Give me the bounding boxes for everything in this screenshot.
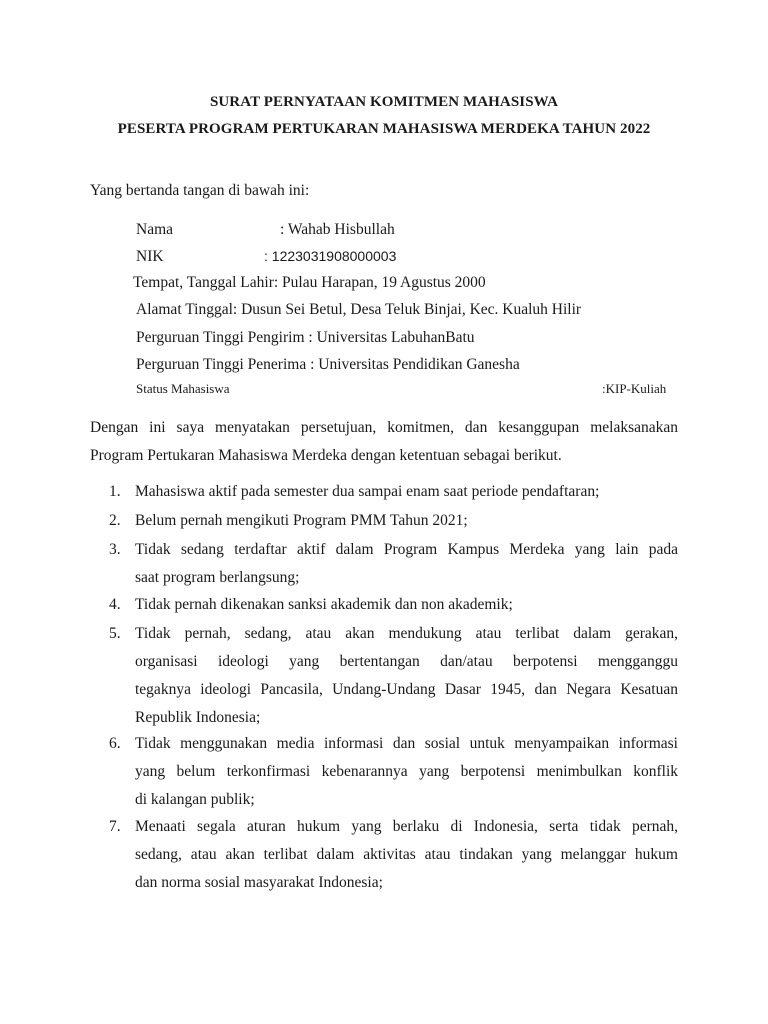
- list-item-line: Tidak pernah, sedang, atau akan mendukung atau terlibat dalam gerakan,: [135, 625, 678, 642]
- list-item-line: di kalangan publik;: [135, 791, 255, 808]
- list-item-line: sedang, atau akan terlibat dalam aktivitas atau tindakan yang melanggar hukum: [135, 846, 678, 863]
- document-title-line-1: SURAT PERNYATAAN KOMITMEN MAHASISWA: [209, 94, 559, 110]
- list-item-number: 6.: [109, 735, 121, 752]
- list-item-text: [135, 536, 678, 592]
- list-item-text: [135, 730, 678, 814]
- document-title-line-2: PESERTA PROGRAM PERTUKARAN MAHASISWA MERDEKA TAHUN 2022: [117, 121, 651, 137]
- list-item: [90, 536, 678, 592]
- list-item-number: 5.: [109, 625, 121, 642]
- field-nama-label: Nama: [136, 221, 174, 238]
- list-item-number: 7.: [109, 818, 121, 835]
- list-item-line: Belum pernah mengikuti Program PMM Tahun 2021;: [135, 512, 468, 529]
- list-item-line: Mahasiswa aktif pada semester dua sampai enam saat periode pendaftaran;: [135, 483, 600, 500]
- field-alamat: Alamat Tinggal: Dusun Sei Betul, Desa Teluk Binjai, Kec. Kualuh Hilir: [136, 301, 582, 318]
- field-pt-pengirim: Perguruan Tinggi Pengirim : Universitas LabuhanBatu: [136, 329, 475, 346]
- intro-text: Yang bertanda tangan di bawah ini:: [90, 182, 310, 199]
- list-item-number: 2.: [109, 512, 121, 529]
- statement-line: Dengan ini saya menyatakan persetujuan, komitmen, dan kesanggupan melaksanakan: [90, 419, 678, 436]
- field-ttl: Tempat, Tanggal Lahir: Pulau Harapan, 19 Agustus 2000: [133, 274, 486, 291]
- list-item-text: [135, 591, 678, 619]
- field-status-label: Status Mahasiswa: [136, 381, 230, 396]
- list-item-text: [135, 507, 678, 535]
- list-item-line: Tidak menggunakan media informasi dan sosial untuk menyampaikan informasi: [135, 735, 678, 752]
- list-item: [90, 730, 678, 814]
- statement-line: Program Pertukaran Mahasiswa Merdeka dengan ketentuan sebagai berikut.: [90, 447, 562, 464]
- statement-paragraph: [90, 414, 678, 470]
- list-item-text: [135, 620, 678, 732]
- list-item-line: organisasi ideologi yang bertentangan dan/atau berpotensi mengganggu: [135, 653, 678, 670]
- list-item-number: 4.: [109, 596, 121, 613]
- list-item: [90, 478, 678, 506]
- field-status-value: :KIP-Kuliah: [602, 381, 667, 396]
- list-item-line: dan norma sosial masyarakat Indonesia;: [135, 874, 383, 891]
- field-nik-label: NIK: [136, 248, 164, 265]
- list-item-line: Tidak pernah dikenakan sanksi akademik dan non akademik;: [135, 596, 513, 613]
- list-item-text: [135, 478, 678, 506]
- list-item-number: 1.: [109, 483, 121, 500]
- list-item: [90, 507, 678, 535]
- list-item-line: tegaknya ideologi Pancasila, Undang-Undang Dasar 1945, dan Negara Kesatuan: [135, 681, 678, 698]
- field-pt-penerima: Perguruan Tinggi Penerima : Universitas Pendidikan Ganesha: [136, 356, 520, 373]
- list-item: [90, 813, 678, 897]
- list-item: [90, 591, 678, 619]
- list-item-line: saat program berlangsung;: [135, 569, 300, 586]
- list-item-line: yang belum terkonfirmasi kebenarannya yang berpotensi menimbulkan konflik: [135, 763, 678, 780]
- field-nama-value: : Wahab Hisbullah: [280, 221, 395, 238]
- list-item-line: Tidak sedang terdaftar aktif dalam Program Kampus Merdeka yang lain pada: [135, 541, 678, 558]
- list-item: [90, 620, 678, 732]
- field-nik-value: : 1223031908000003: [264, 248, 397, 264]
- list-item-line: Republik Indonesia;: [135, 709, 261, 726]
- list-item-line: Menaati segala aturan hukum yang berlaku di Indonesia, serta tidak pernah,: [135, 818, 678, 835]
- list-item-text: [135, 813, 678, 897]
- list-item-number: 3.: [109, 541, 121, 558]
